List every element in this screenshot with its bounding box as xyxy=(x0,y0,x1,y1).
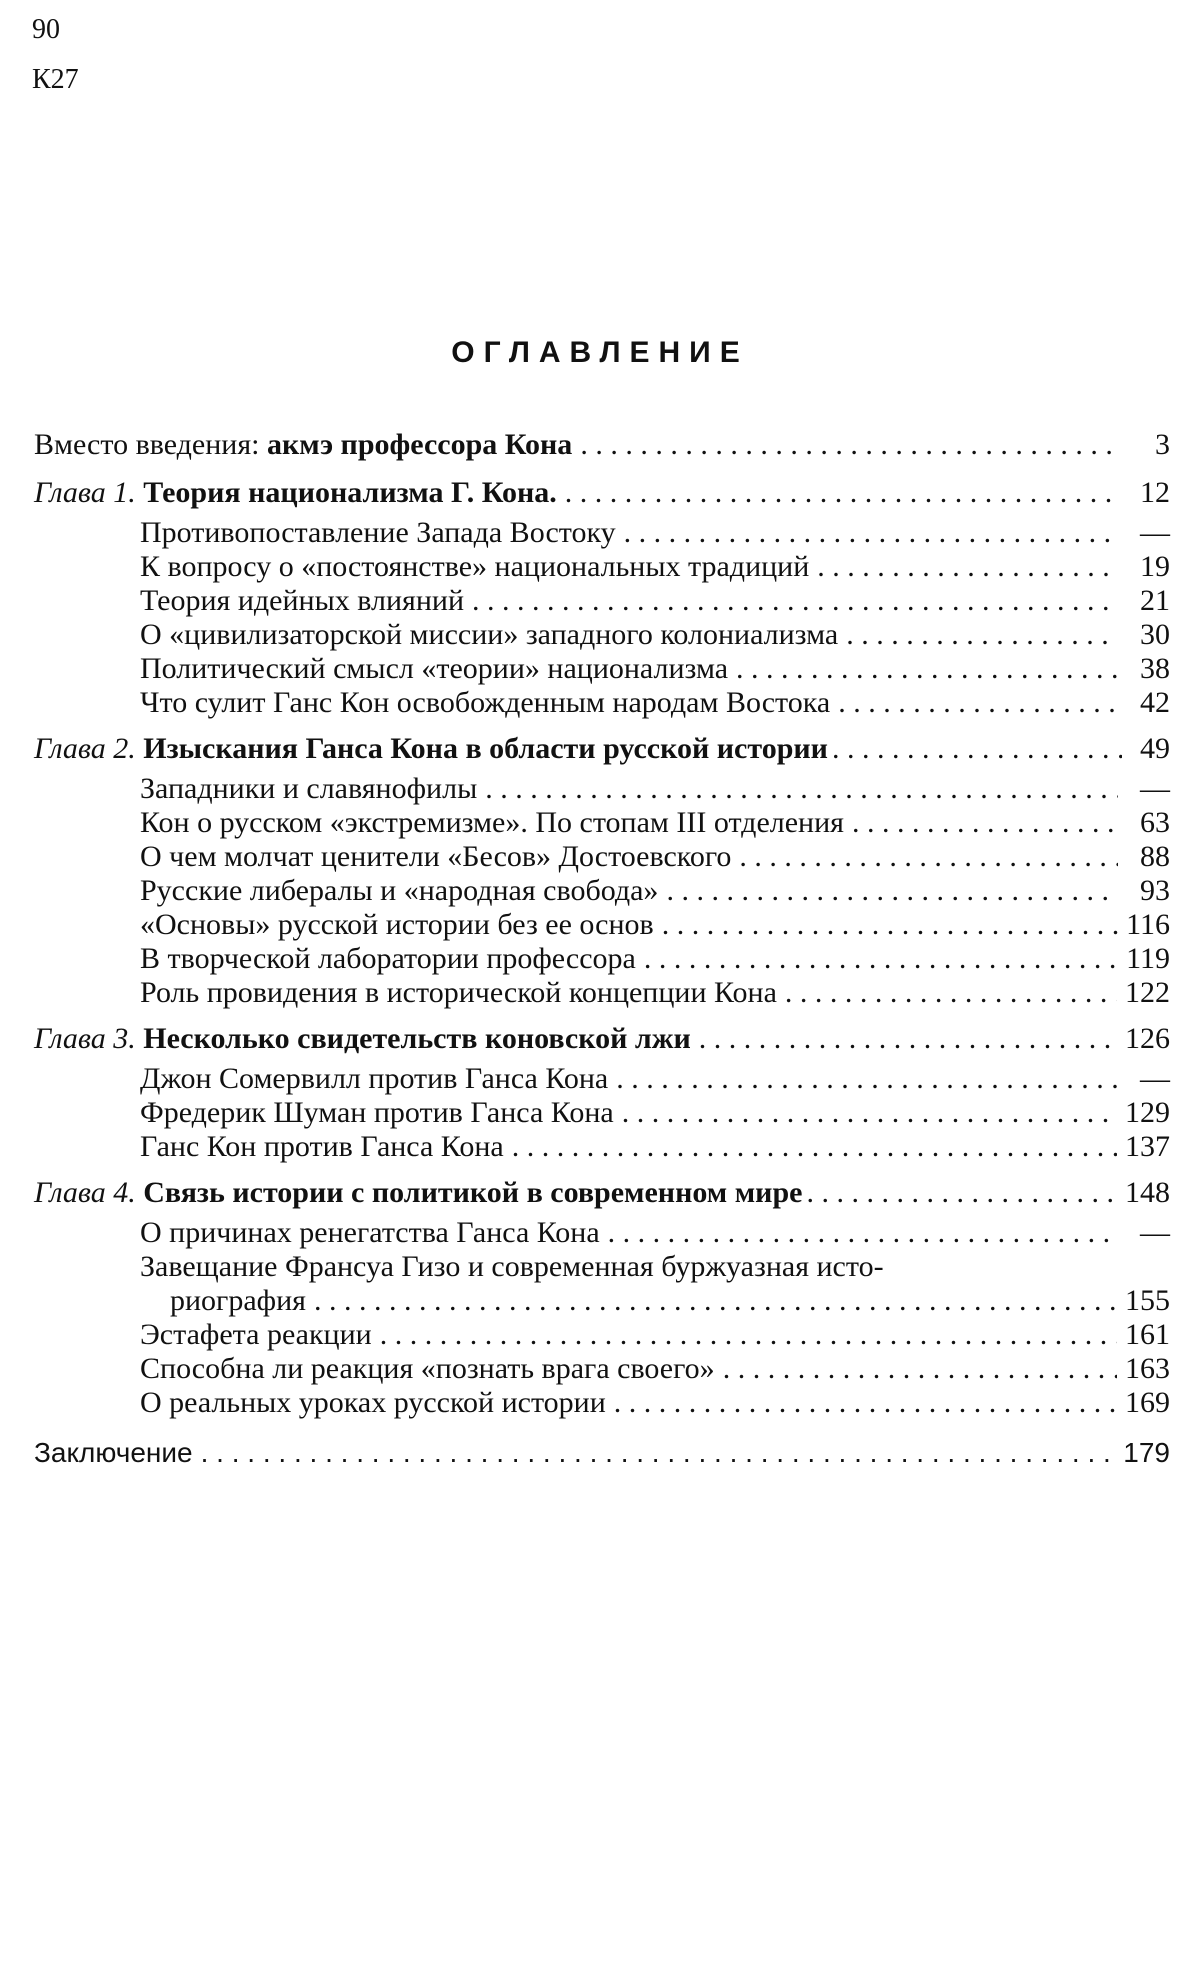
dot-leader xyxy=(838,686,1118,720)
toc-section-entry[interactable] xyxy=(34,976,1170,1010)
toc-page-number: 155 xyxy=(1125,1284,1170,1317)
toc-section-entry[interactable] xyxy=(34,584,1170,618)
toc-section-entry[interactable] xyxy=(34,686,1170,720)
toc-entry-title: Ганс Кон против Ганса Кона xyxy=(140,1130,504,1163)
toc-section-entry[interactable] xyxy=(34,1216,1170,1250)
toc-section-entry[interactable] xyxy=(34,516,1170,550)
toc-section-entry[interactable] xyxy=(34,1130,1170,1164)
dot-leader xyxy=(739,840,1118,874)
toc-entry-title: Политический смысл «теории» национализма xyxy=(140,652,729,685)
toc-entry-title: Заключение xyxy=(34,1437,193,1468)
toc-entry-title: Кон о русском «экстремизме». По стопам III отделения xyxy=(140,806,844,839)
toc-chapter-entry[interactable] xyxy=(34,1022,1170,1056)
toc-chapter-entry[interactable] xyxy=(34,732,1170,766)
dot-leader xyxy=(380,1318,1117,1352)
toc-entry-title: Эстафета реакции xyxy=(140,1318,372,1351)
dot-leader xyxy=(662,908,1118,942)
toc-entry-title: Теория идейных влияний xyxy=(140,584,465,617)
toc-page-number: 126 xyxy=(1125,1022,1170,1055)
chapter-group xyxy=(34,1176,1170,1420)
dot-leader xyxy=(616,1062,1118,1096)
toc-section-entry[interactable] xyxy=(34,1062,1170,1096)
toc-entry-title: Глава 4. Связь истории с политикой в современном мире xyxy=(34,1176,803,1209)
toc-section-entry[interactable] xyxy=(34,772,1170,806)
toc-entry-title: Противопоставление Запада Востоку xyxy=(140,516,616,549)
toc-page-number: — xyxy=(1140,516,1170,549)
dot-leader xyxy=(201,1436,1116,1470)
dot-leader xyxy=(852,806,1118,840)
dot-leader xyxy=(846,618,1118,652)
toc-section-entry[interactable] xyxy=(34,806,1170,840)
toc-page-number: 161 xyxy=(1125,1318,1170,1351)
toc-entry-title: Глава 3. Несколько свидетельств коновской лжи xyxy=(34,1022,691,1055)
toc-page-number: 163 xyxy=(1125,1352,1170,1385)
toc-page-number: — xyxy=(1140,1216,1170,1249)
toc-entry-title: Западники и славянофилы xyxy=(140,772,478,805)
toc-entry-conclusion[interactable] xyxy=(34,1436,1170,1470)
toc-entry-title: В творческой лаборатории профессора xyxy=(140,942,636,975)
toc-section-entry[interactable] xyxy=(34,874,1170,908)
dot-leader xyxy=(723,1352,1117,1386)
chapter-group xyxy=(34,732,1170,1010)
toc-chapter-entry[interactable] xyxy=(34,476,1170,510)
toc-entry-title: риография xyxy=(170,1284,306,1317)
toc-page-number: 12 xyxy=(1140,476,1170,509)
toc-entry-title: Способна ли реакция «познать врага своего» xyxy=(140,1352,715,1385)
toc-entry-title: К вопросу о «постоянстве» национальных традиций xyxy=(140,550,810,583)
toc-entry-title: О чем молчат ценители «Бесов» Достоевского xyxy=(140,840,732,873)
toc-section-entry[interactable] xyxy=(34,618,1170,652)
dot-leader xyxy=(644,942,1118,976)
dot-leader xyxy=(314,1284,1117,1318)
toc-page-number: 122 xyxy=(1125,976,1170,1009)
toc-section-entry[interactable] xyxy=(34,1352,1170,1386)
toc-page-number: 119 xyxy=(1126,942,1170,975)
toc-page-number: 116 xyxy=(1126,908,1170,941)
toc-page-number: 21 xyxy=(1140,584,1170,617)
toc-section-entry[interactable] xyxy=(34,1284,1170,1318)
page-number: 90 xyxy=(32,14,60,45)
toc-page-number: 38 xyxy=(1140,652,1170,685)
dot-leader xyxy=(472,584,1118,618)
toc-chapter-entry[interactable] xyxy=(34,1176,1170,1210)
toc-entry-title: Роль провидения в исторической концепции Кона xyxy=(140,976,777,1009)
toc-page-number: 88 xyxy=(1140,840,1170,873)
toc-section-entry[interactable] xyxy=(34,1318,1170,1352)
toc-section-entry[interactable] xyxy=(34,840,1170,874)
toc-entry-title: О «цивилизаторской миссии» западного колониализма xyxy=(140,618,839,651)
toc-section-entry[interactable] xyxy=(34,550,1170,584)
toc-page-number: 19 xyxy=(1140,550,1170,583)
toc-entry-title: Глава 1. Теория национализма Г. Кона. xyxy=(34,476,557,509)
dot-leader xyxy=(512,1130,1117,1164)
toc-page-number: — xyxy=(1140,1062,1170,1095)
toc-page-number: 179 xyxy=(1123,1437,1170,1468)
dot-leader xyxy=(817,550,1118,584)
toc-page-number: 93 xyxy=(1140,874,1170,907)
toc-page-number: 3 xyxy=(1155,428,1170,461)
toc-entry-title: Что сулит Ганс Кон освобожденным народам Востока xyxy=(140,686,831,719)
toc-section-entry[interactable] xyxy=(34,908,1170,942)
dot-leader xyxy=(624,516,1118,550)
toc-page-number: 30 xyxy=(1140,618,1170,651)
dot-leader xyxy=(806,1176,1121,1210)
toc-entry-title: О реальных уроках русской истории xyxy=(140,1386,606,1419)
toc-page-number: 148 xyxy=(1125,1176,1170,1209)
toc-entry-title-line: Завещание Франсуа Гизо и современная буржуазная исто- xyxy=(140,1250,884,1283)
dot-leader xyxy=(699,1022,1117,1056)
toc-section-entry[interactable] xyxy=(34,652,1170,686)
toc-section-entry[interactable] xyxy=(34,1386,1170,1420)
dot-leader xyxy=(485,772,1118,806)
toc-heading: ОГЛАВЛЕНИЕ xyxy=(451,336,749,369)
toc-entry-title: Фредерик Шуман против Ганса Кона xyxy=(140,1096,614,1129)
dot-leader xyxy=(608,1216,1118,1250)
chapter-group xyxy=(34,476,1170,720)
classification-code: К27 xyxy=(32,64,79,95)
dot-leader xyxy=(614,1386,1117,1420)
chapter-group xyxy=(34,1022,1170,1164)
toc-entry-title: Русские либералы и «народная свобода» xyxy=(140,874,659,907)
toc-entry-title: Вместо введения: акмэ профессора Кона xyxy=(34,428,573,461)
toc-entry-title: Джон Сомервилл против Ганса Кона xyxy=(140,1062,609,1095)
dot-leader xyxy=(785,976,1117,1010)
dot-leader xyxy=(832,732,1122,766)
toc-entry-title: «Основы» русской истории без ее основ xyxy=(140,908,654,941)
toc-page-number: 49 xyxy=(1140,732,1170,765)
toc-page-number: — xyxy=(1140,772,1170,805)
toc-page-number: 169 xyxy=(1125,1386,1170,1419)
toc-page-number: 42 xyxy=(1140,686,1170,719)
dot-leader xyxy=(565,476,1118,510)
table-of-contents xyxy=(34,428,1170,1470)
toc-section-entry[interactable] xyxy=(34,942,1170,976)
dot-leader xyxy=(622,1096,1117,1130)
toc-page-number: 63 xyxy=(1140,806,1170,839)
toc-page-number: 129 xyxy=(1125,1096,1170,1129)
toc-entry-title: Глава 2. Изыскания Ганса Кона в области русской истории xyxy=(34,732,828,765)
dot-leader xyxy=(666,874,1118,908)
toc-page-number: 137 xyxy=(1125,1130,1170,1163)
toc-entry-title: О причинах ренегатства Ганса Кона xyxy=(140,1216,600,1249)
dot-leader xyxy=(580,428,1118,462)
toc-section-entry[interactable] xyxy=(34,1096,1170,1130)
toc-entry-intro[interactable] xyxy=(34,428,1170,462)
dot-leader xyxy=(736,652,1118,686)
